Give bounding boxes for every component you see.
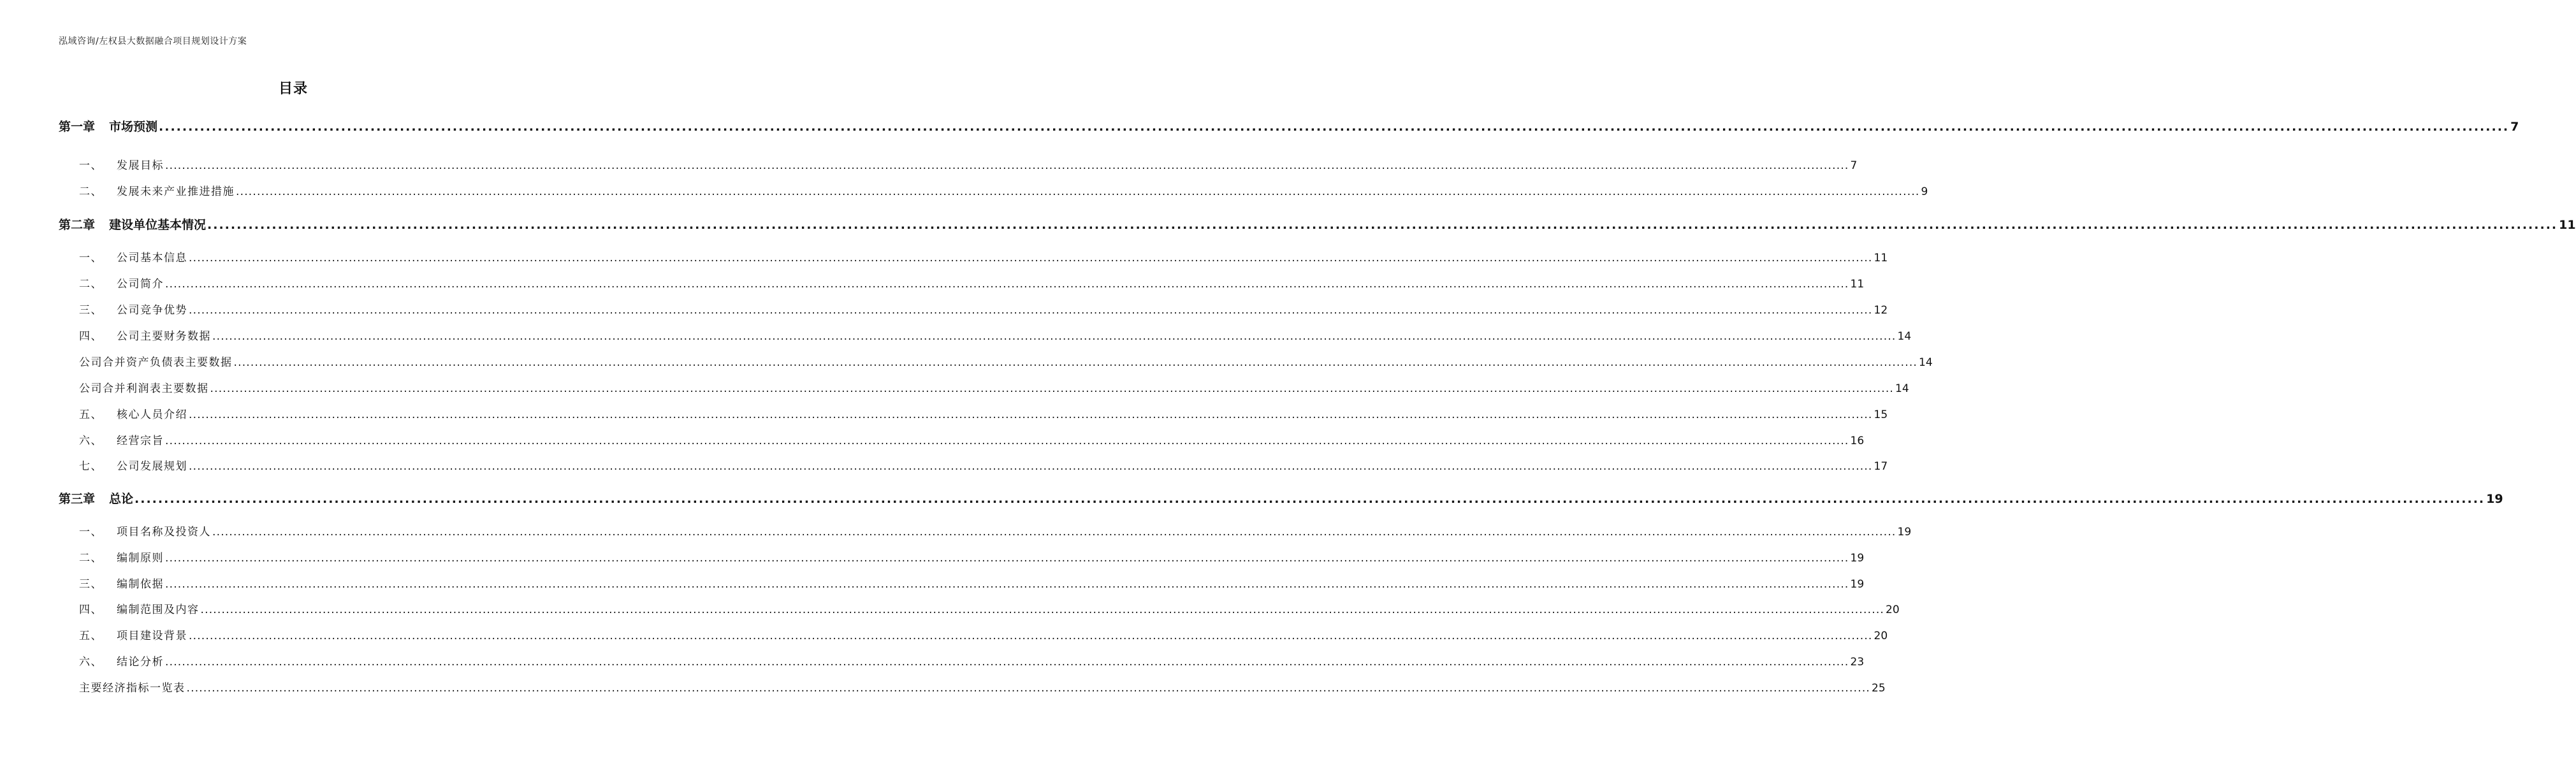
toc-entry-number: 七、	[79, 460, 103, 473]
toc-dot-leader: ................................................................................................................................................................................................................................................................................................................................................................................................................	[165, 578, 1849, 591]
toc-entry-number: 五、	[79, 630, 103, 642]
toc-page-number: 14	[1895, 382, 1909, 395]
toc-page-number: 23	[1850, 656, 1865, 669]
toc-dot-leader: ................................................................................................................................................................................................................................................................................................................................................................................................................	[189, 408, 1873, 421]
toc-entry-title: 建设单位基本情况	[109, 218, 207, 232]
toc-section-entry[interactable]	[79, 182, 1928, 198]
toc-entry-title: 公司主要财务数据	[117, 330, 211, 343]
toc-entry-title: 主要经济指标一览表	[79, 682, 186, 695]
toc-entry-title: 编制依据	[117, 578, 164, 591]
toc-dot-leader: ................................................................................................................................................................................................................................................................................................................................................................................................................	[186, 682, 1871, 695]
toc-section-entry[interactable]	[79, 600, 1900, 616]
toc-page-number: 17	[1874, 460, 1888, 473]
toc-section-entry[interactable]	[79, 249, 1888, 264]
toc-entry-label	[79, 156, 164, 172]
toc-section-entry[interactable]	[79, 653, 1865, 669]
toc-dot-leader: ................................................................................................................................................................................................................................................................................................................................................................................................................	[207, 218, 2558, 232]
toc-entry-number: 一、	[79, 526, 103, 539]
toc-dot-leader: ................................................................................................................................................................................................................................................................................................................................................................................................................	[189, 304, 1873, 317]
toc-entry-number: 四、	[79, 604, 103, 616]
toc-section-entry[interactable]	[79, 379, 1909, 395]
toc-section-entry[interactable]	[79, 523, 1912, 539]
toc-entry-title: 编制原则	[117, 552, 164, 565]
toc-entry-title: 项目建设背景	[117, 630, 187, 642]
toc-dot-leader: ................................................................................................................................................................................................................................................................................................................................................................................................................	[165, 278, 1849, 291]
toc-dot-leader: ................................................................................................................................................................................................................................................................................................................................................................................................................	[200, 604, 1885, 616]
toc-section-entry[interactable]	[79, 431, 1865, 447]
toc-dot-leader: ................................................................................................................................................................................................................................................................................................................................................................................................................	[165, 435, 1849, 447]
toc-dot-leader: ................................................................................................................................................................................................................................................................................................................................................................................................................	[165, 552, 1849, 565]
toc-entry-number: 第一章	[59, 120, 96, 134]
toc-entry-number: 三、	[79, 304, 103, 317]
toc-entry-label	[79, 301, 187, 317]
toc-dot-leader: ................................................................................................................................................................................................................................................................................................................................................................................................................	[236, 185, 1920, 198]
toc-entry-number: 五、	[79, 408, 103, 421]
toc-entry-label	[79, 379, 209, 395]
toc-chapter-entry[interactable]	[59, 117, 2519, 134]
toc-section-entry[interactable]	[79, 156, 1858, 172]
toc-page-number: 7	[2510, 120, 2519, 134]
toc-entry-label	[79, 249, 187, 264]
toc-page-number: 14	[1919, 356, 1933, 369]
toc-entry-title: 公司合并利润表主要数据	[79, 382, 209, 395]
toc-entry-number: 二、	[79, 552, 103, 565]
toc-dot-leader: ................................................................................................................................................................................................................................................................................................................................................................................................................	[165, 159, 1849, 172]
toc-dot-leader: ................................................................................................................................................................................................................................................................................................................................................................................................................	[210, 382, 1895, 395]
toc-page-number: 12	[1874, 304, 1888, 317]
toc-section-entry[interactable]	[79, 679, 1886, 695]
toc-entry-number: 二、	[79, 185, 103, 198]
toc-page-number: 19	[2486, 492, 2503, 506]
toc-dot-leader: ................................................................................................................................................................................................................................................................................................................................................................................................................	[189, 460, 1873, 473]
toc-entry-title: 结论分析	[117, 656, 164, 669]
toc-entry-title: 核心人员介绍	[117, 408, 187, 421]
toc-entry-label	[79, 182, 235, 198]
toc-entry-label	[79, 457, 187, 473]
toc-entry-label	[79, 549, 164, 565]
running-header: 泓域咨询/左权县大数据融合项目规划设计方案	[59, 36, 247, 47]
toc-section-entry[interactable]	[79, 327, 1912, 343]
toc-page-number: 25	[1872, 682, 1886, 695]
toc-section-entry[interactable]	[79, 301, 1888, 317]
toc-dot-leader: ................................................................................................................................................................................................................................................................................................................................................................................................................	[135, 492, 2485, 506]
toc-title: 目录	[278, 81, 308, 97]
toc-page-number: 19	[1850, 552, 1865, 565]
toc-section-entry[interactable]	[79, 405, 1888, 421]
toc-dot-leader: ................................................................................................................................................................................................................................................................................................................................................................................................................	[165, 656, 1849, 669]
toc-entry-label	[59, 215, 206, 233]
toc-entry-label	[79, 523, 211, 539]
toc-entry-label	[79, 600, 200, 616]
toc-entry-label	[79, 653, 164, 669]
toc-dot-leader: ................................................................................................................................................................................................................................................................................................................................................................................................................	[212, 526, 1896, 539]
toc-entry-label	[79, 679, 186, 695]
toc-page-number: 11	[1850, 278, 1865, 291]
toc-dot-leader: ................................................................................................................................................................................................................................................................................................................................................................................................................	[189, 630, 1873, 642]
toc-page-number: 19	[1897, 526, 1912, 539]
toc-entry-label	[79, 405, 187, 421]
toc-entry-title: 项目名称及投资人	[117, 526, 211, 539]
toc-entry-label	[79, 353, 233, 369]
toc-entry-number: 一、	[79, 159, 103, 172]
toc-entry-title: 公司竞争优势	[117, 304, 187, 317]
toc-entry-label	[79, 327, 211, 343]
toc-page-number: 15	[1874, 408, 1888, 421]
toc-page-number: 20	[1874, 630, 1888, 642]
toc-entry-number: 一、	[79, 252, 103, 264]
toc-entry-title: 公司发展规划	[117, 460, 187, 473]
toc-entry-label	[79, 275, 164, 291]
toc-entry-title: 编制范围及内容	[117, 604, 200, 616]
toc-dot-leader: ................................................................................................................................................................................................................................................................................................................................................................................................................	[189, 252, 1873, 264]
toc-section-entry[interactable]	[79, 275, 1865, 291]
toc-entry-number: 二、	[79, 278, 103, 291]
toc-section-entry[interactable]	[79, 575, 1865, 591]
toc-chapter-entry[interactable]	[59, 215, 2576, 233]
toc-dot-leader: ................................................................................................................................................................................................................................................................................................................................................................................................................	[212, 330, 1896, 343]
toc-entry-label	[79, 575, 164, 591]
toc-entry-title: 公司简介	[117, 278, 164, 291]
toc-entry-number: 第二章	[59, 218, 96, 232]
toc-entry-label	[79, 626, 187, 642]
toc-entry-number: 六、	[79, 435, 103, 447]
toc-entry-title: 市场预测	[109, 120, 158, 134]
toc-page-number: 11	[1874, 252, 1888, 264]
toc-chapter-entry[interactable]	[59, 489, 2503, 507]
toc-section-entry[interactable]	[79, 549, 1865, 565]
toc-section-entry[interactable]	[79, 457, 1888, 473]
toc-entry-number: 四、	[79, 330, 103, 343]
toc-page-number: 16	[1850, 435, 1865, 447]
toc-entry-title: 公司基本信息	[117, 252, 187, 264]
toc-page-number: 11	[2559, 218, 2576, 232]
toc-entry-title: 发展未来产业推进措施	[117, 185, 235, 198]
toc-entry-number: 三、	[79, 578, 103, 591]
toc-page-number: 19	[1850, 578, 1865, 591]
toc-page-number: 9	[1921, 185, 1928, 198]
toc-page-number: 14	[1897, 330, 1912, 343]
toc-entry-title: 发展目标	[117, 159, 164, 172]
toc-entry-title: 经营宗旨	[117, 435, 164, 447]
toc-entry-number: 六、	[79, 656, 103, 669]
toc-dot-leader: ................................................................................................................................................................................................................................................................................................................................................................................................................	[233, 356, 1918, 369]
toc-section-entry[interactable]	[79, 353, 1933, 369]
toc-entry-number: 第三章	[59, 492, 96, 506]
toc-entry-title: 总论	[109, 492, 134, 506]
toc-entry-label	[79, 431, 164, 447]
toc-entry-title: 公司合并资产负债表主要数据	[79, 356, 233, 369]
toc-section-entry[interactable]	[79, 626, 1888, 642]
toc-dot-leader: ................................................................................................................................................................................................................................................................................................................................................................................................................	[159, 120, 2510, 134]
toc-entry-label	[59, 117, 157, 134]
toc-entry-label	[59, 489, 133, 507]
toc-page-number: 20	[1886, 604, 1900, 616]
toc-page-number: 7	[1850, 159, 1858, 172]
